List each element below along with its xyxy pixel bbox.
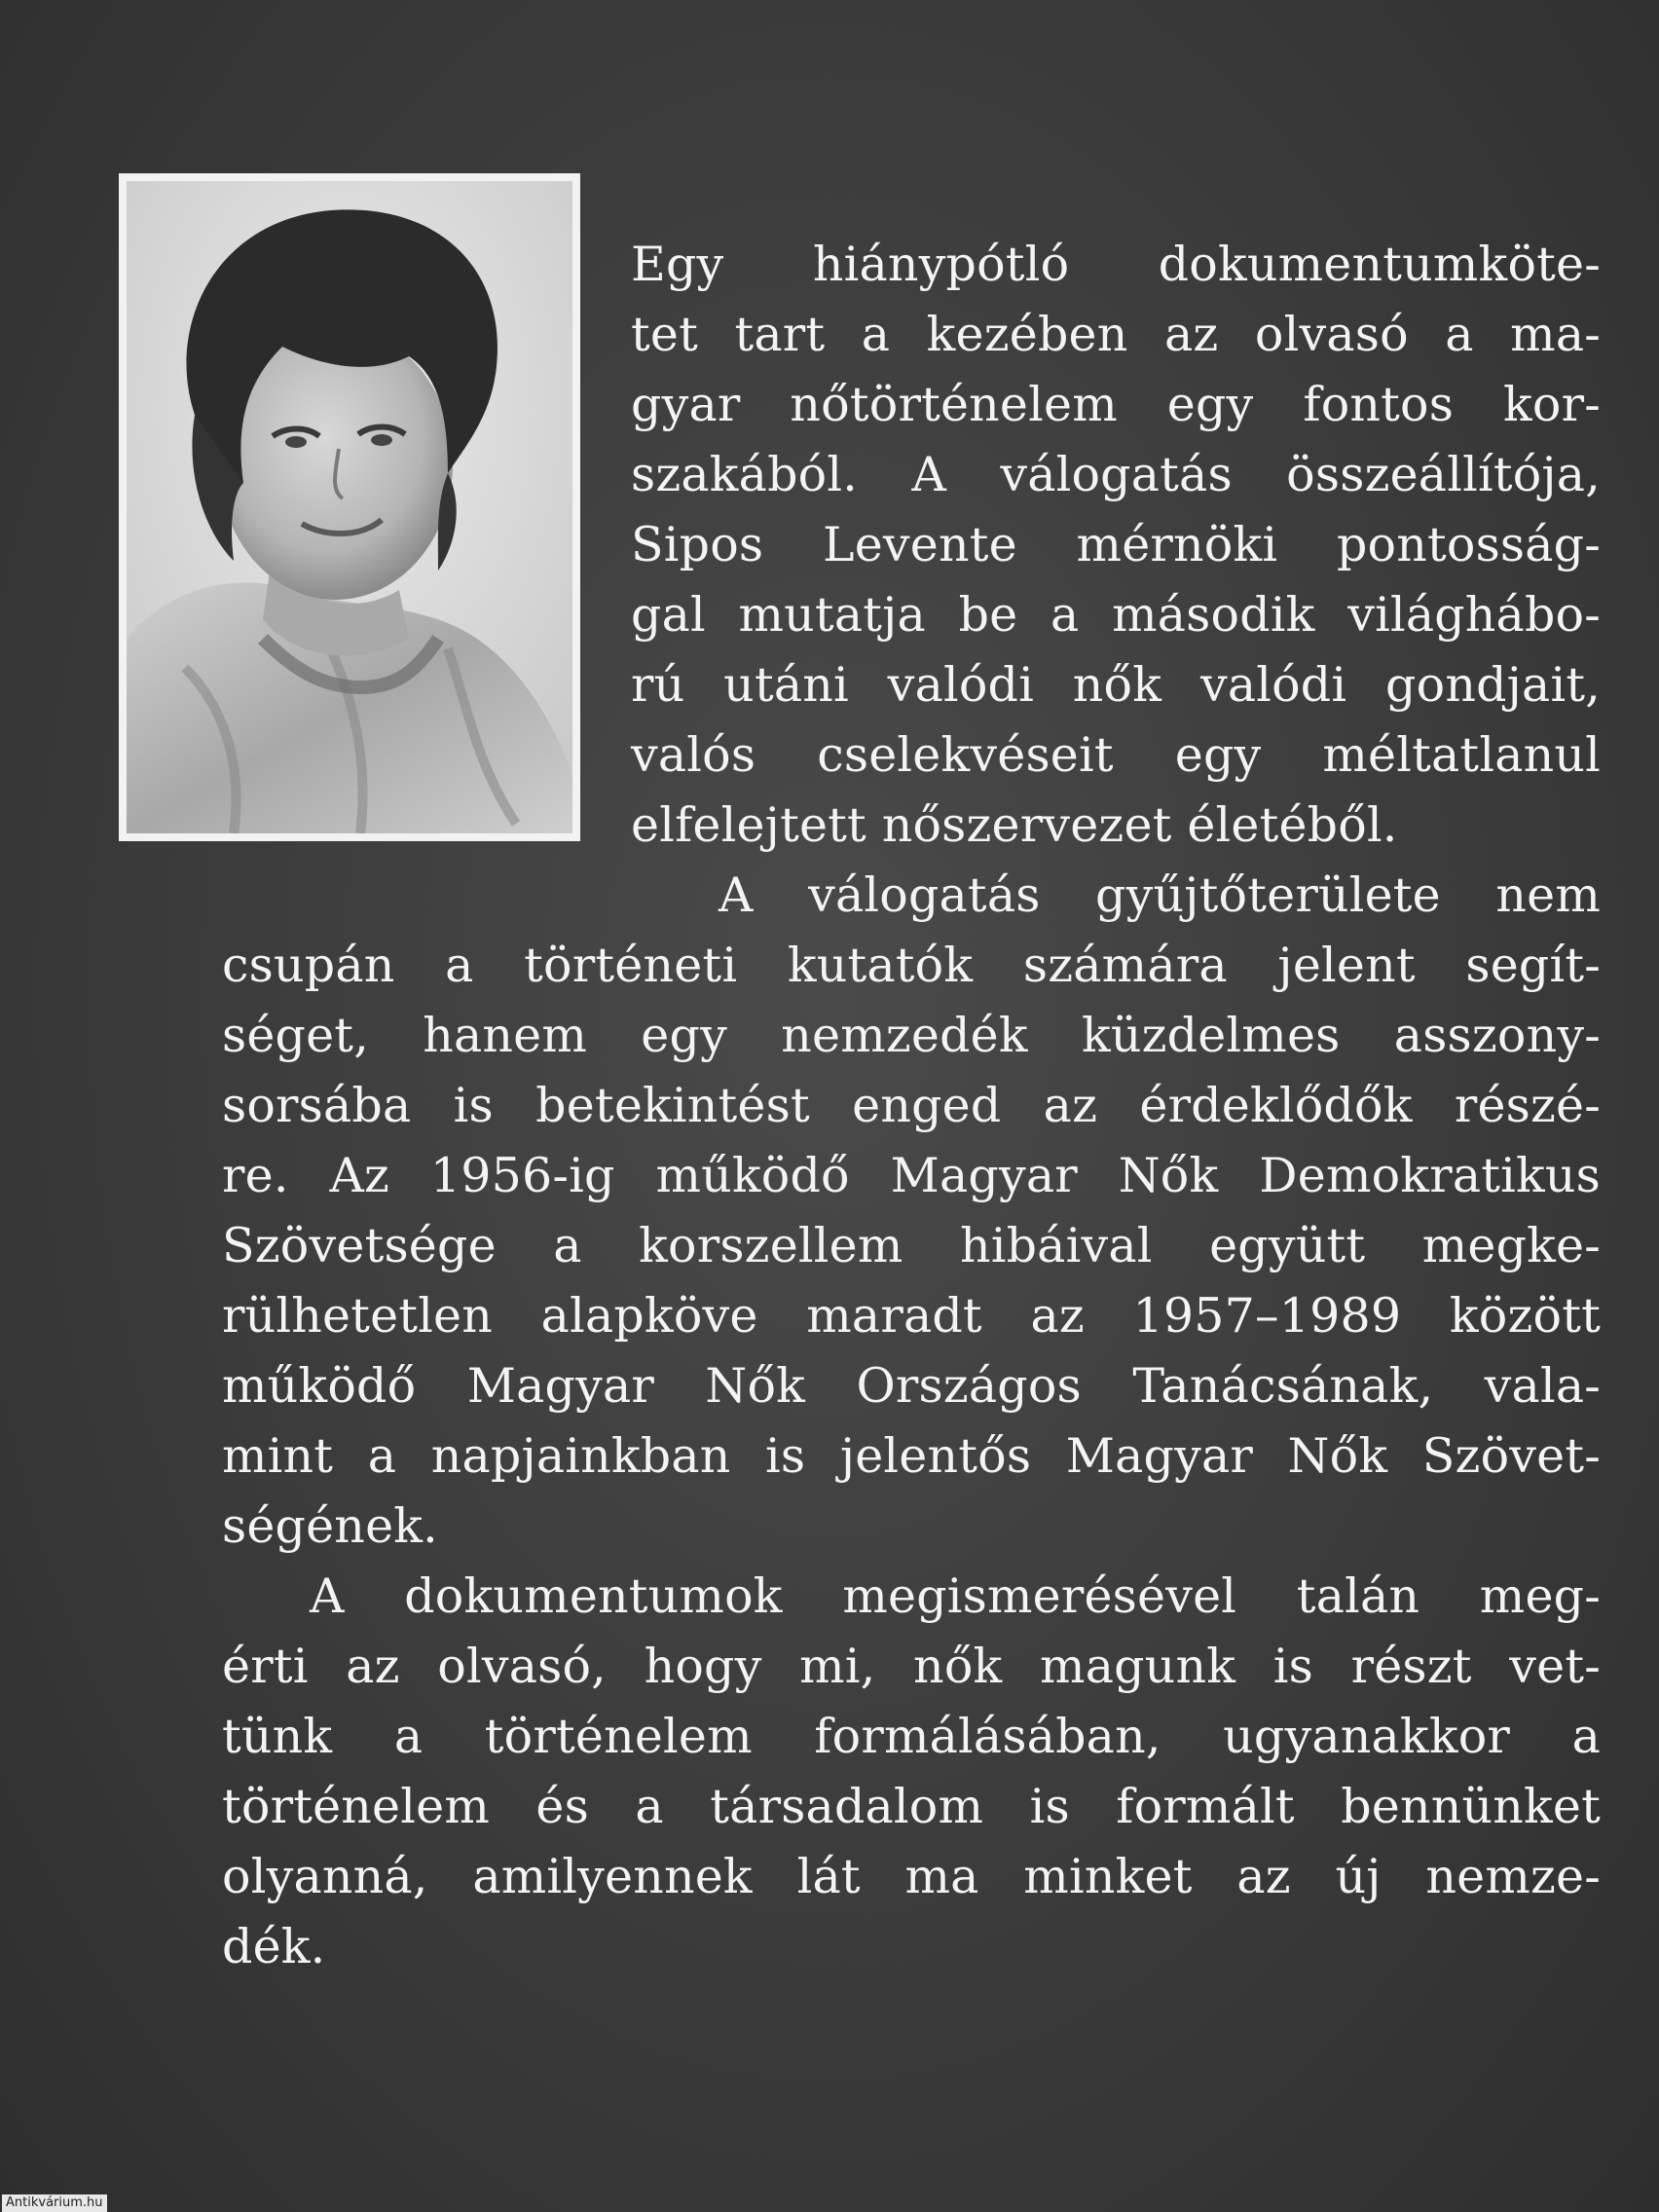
text-line: olyanná, amilyennek lát ma minket az új nemze-: [222, 1849, 1601, 1904]
text-line: Sipos Levente mérnöki pontosság-: [631, 517, 1601, 572]
text-line: séget, hanem egy nemzedék küzdelmes asszony-: [222, 1008, 1601, 1063]
text-line: Egy hiánypótló dokumentumköte-: [631, 237, 1601, 292]
text-line: érti az olvasó, hogy mi, nők magunk is részt vet-: [222, 1639, 1601, 1694]
author-photo: [119, 173, 580, 841]
text-line: gyar nőtörténelem egy fontos kor-: [631, 377, 1601, 432]
watermark: Antikvárium.hu: [2, 2194, 107, 2212]
text-line: ségének.: [222, 1498, 438, 1554]
text-line: re. Az 1956-ig működő Magyar Nők Demokratikus: [222, 1148, 1601, 1203]
text-line: tünk a történelem formálásában, ugyanakkor a: [222, 1709, 1601, 1764]
text-line: A válogatás gyűjtőterülete nem: [719, 867, 1601, 923]
text-line: elfelejtett nőszervezet életéből.: [631, 797, 1398, 853]
text-line: rú utáni valódi nők valódi gondjait,: [631, 657, 1601, 713]
text-line: gal mutatja be a második világhábo-: [631, 587, 1601, 643]
text-line: dék.: [222, 1919, 326, 1974]
text-line: rülhetetlen alapköve maradt az 1957–1989 között: [222, 1288, 1601, 1344]
author-portrait-image: [127, 181, 572, 833]
text-line: Szövetsége a korszellem hibáival együtt megke-: [222, 1218, 1601, 1273]
text-line: mint a napjainkban is jelentős Magyar Nők Szövet-: [222, 1428, 1601, 1484]
text-line: szakából. A válogatás összeállítója,: [631, 447, 1601, 502]
text-line: csupán a történeti kutatók számára jelent segít-: [222, 938, 1601, 993]
text-line: sorsába is betekintést enged az érdeklődők részé-: [222, 1078, 1601, 1133]
text-line: tet tart a kezében az olvasó a ma-: [631, 307, 1601, 362]
text-line: A dokumentumok megismerésével talán meg-: [310, 1568, 1601, 1624]
text-line: működő Magyar Nők Országos Tanácsának, vala-: [222, 1358, 1601, 1414]
text-line: valós cselekvéseit egy méltatlanul: [631, 727, 1601, 783]
text-line: történelem és a társadalom is formált bennünket: [222, 1779, 1601, 1834]
